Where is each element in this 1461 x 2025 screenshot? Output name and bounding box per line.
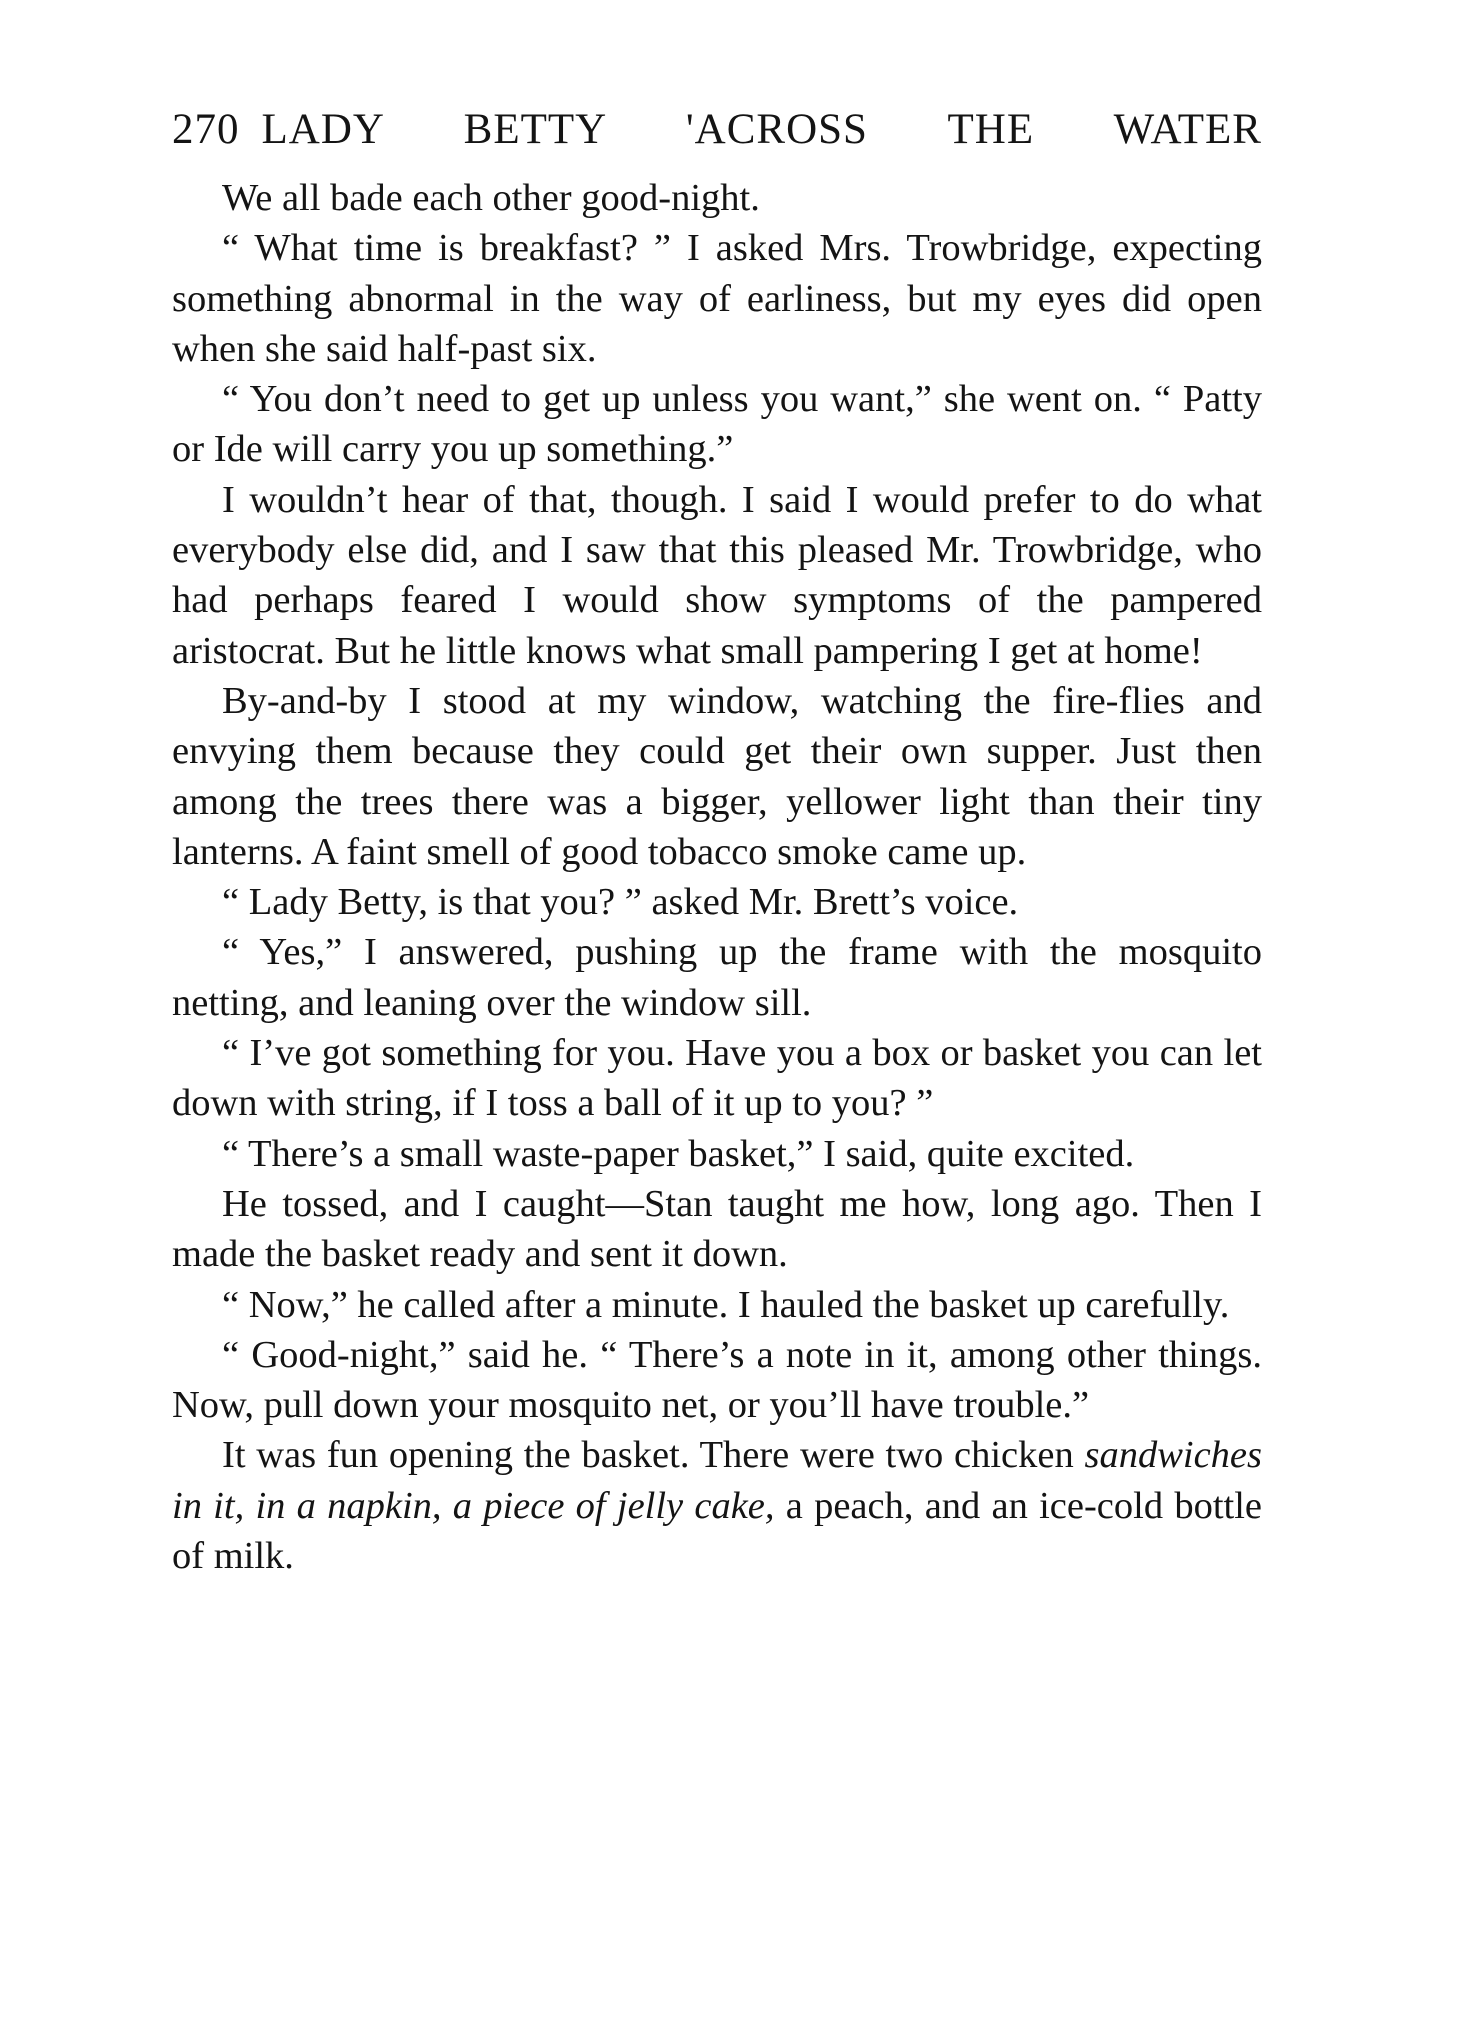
paragraph: “ You don’t need to get up unless you want,” she went on. “ Patty or Ide will carry you up something.” xyxy=(172,378,1262,471)
book-page xyxy=(172,105,1262,1581)
paragraph: We all bade each other good-night. xyxy=(222,177,760,219)
body-text xyxy=(172,173,1262,1581)
page-number: 270 xyxy=(172,106,240,153)
paragraph: “ Yes,” I answered, pushing up the frame with the mosquito netting, and leaning over the window sill. xyxy=(172,931,1262,1024)
paragraph-text: It was fun opening the basket. There were two chicken xyxy=(222,1434,1085,1477)
running-title: LADY BETTY 'ACROSS THE WATER xyxy=(261,106,1262,153)
paragraph: “ Good-night,” said he. “ There’s a note in it, among other things. Now, pull down your mosquito net, or you’ll have trouble.” xyxy=(172,1333,1262,1427)
italic-text: sandwiches in it, in a napkin, a piece of jelly cake, xyxy=(172,1434,1262,1527)
paragraph: “ What time is breakfast? ” I asked Mrs. Trowbridge, expecting something abnormal in the way of earliness, but my eyes did open when she said half-past six. xyxy=(172,227,1262,370)
paragraph: “ There’s a small waste-paper basket,” I said, quite excited. xyxy=(222,1132,1135,1175)
running-head xyxy=(172,105,1262,165)
paragraph: He tossed, and I caught—Stan taught me how, long ago. Then I made the basket ready and sent it down. xyxy=(172,1182,1262,1276)
paragraph: “ Lady Betty, is that you? ” asked Mr. Brett’s voice. xyxy=(222,881,1019,924)
paragraph: By-and-by I stood at my window, watching the fire-flies and envying them because they could get their own supper. Just then among the trees there was a bigger, yellower light than their tiny lanterns. A faint smell of good tobacco smoke came up. xyxy=(172,679,1262,873)
paragraph: “ Now,” he called after a minute. I hauled the basket up carefully. xyxy=(222,1283,1230,1326)
paragraph: “ I’ve got something for you. Have you a box or basket you can let down with string, if I toss a ball of it up to you? ” xyxy=(172,1032,1262,1125)
paragraph xyxy=(172,1430,1262,1581)
paragraph-text: a peach, and an ice-cold bottle of milk. xyxy=(172,1484,1262,1578)
paragraph: I wouldn’t hear of that, though. I said I would prefer to do what everybody else did, and I saw that this pleased Mr. Trowbridge, who had perhaps feared I would show symptoms of the pampered aristocrat. But he little knows what small pampering I get at home! xyxy=(172,478,1262,672)
